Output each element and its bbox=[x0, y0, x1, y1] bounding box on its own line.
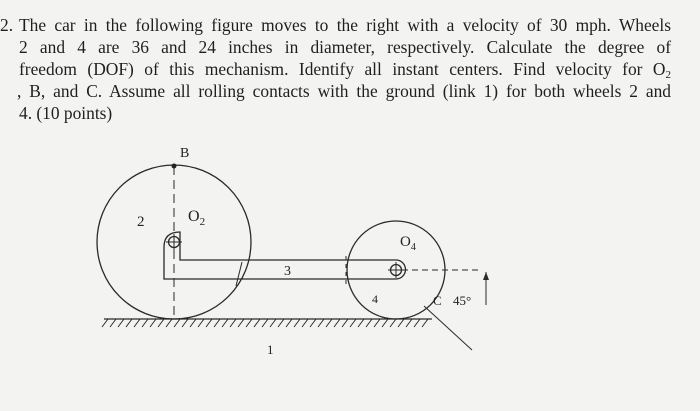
label-o2: $O_2$ bbox=[188, 208, 206, 228]
label-link-3: 3 bbox=[284, 264, 291, 279]
problem-line-4: , B, and C. Assume all rolling contacts with the ground (link 1) for both wheels 2 and bbox=[17, 81, 671, 101]
label-45-degrees: 45° bbox=[453, 293, 472, 308]
label-point-c: C bbox=[433, 293, 442, 308]
point-b bbox=[172, 164, 177, 169]
label-wheel-2: 2 bbox=[137, 214, 145, 230]
label-ground-1: 1 bbox=[267, 342, 274, 357]
label-b: B bbox=[180, 146, 190, 161]
angle-45-line bbox=[424, 306, 472, 350]
label-o4: $O_4$ bbox=[400, 234, 416, 253]
problem-line-5: 4. (10 points) bbox=[19, 103, 113, 123]
angle-arrowhead bbox=[483, 272, 489, 280]
ground-hatching bbox=[102, 319, 428, 327]
o2-subscript: 2 bbox=[665, 69, 671, 81]
problem-line-2: 2 and 4 are 36 and 24 inches in diameter, respectively. Calculate the degree of bbox=[19, 37, 671, 57]
link-3 bbox=[164, 232, 396, 279]
problem-line-1: The car in the following figure moves to the right with a velocity of 30 mph. Wheels bbox=[19, 15, 671, 35]
label-wheel-4: 4 bbox=[372, 292, 378, 306]
problem-line-3-text: freedom (DOF) of this mechanism. Identify all instant centers. Find velocity for O bbox=[19, 59, 666, 79]
problem-number: 2. bbox=[0, 15, 14, 35]
